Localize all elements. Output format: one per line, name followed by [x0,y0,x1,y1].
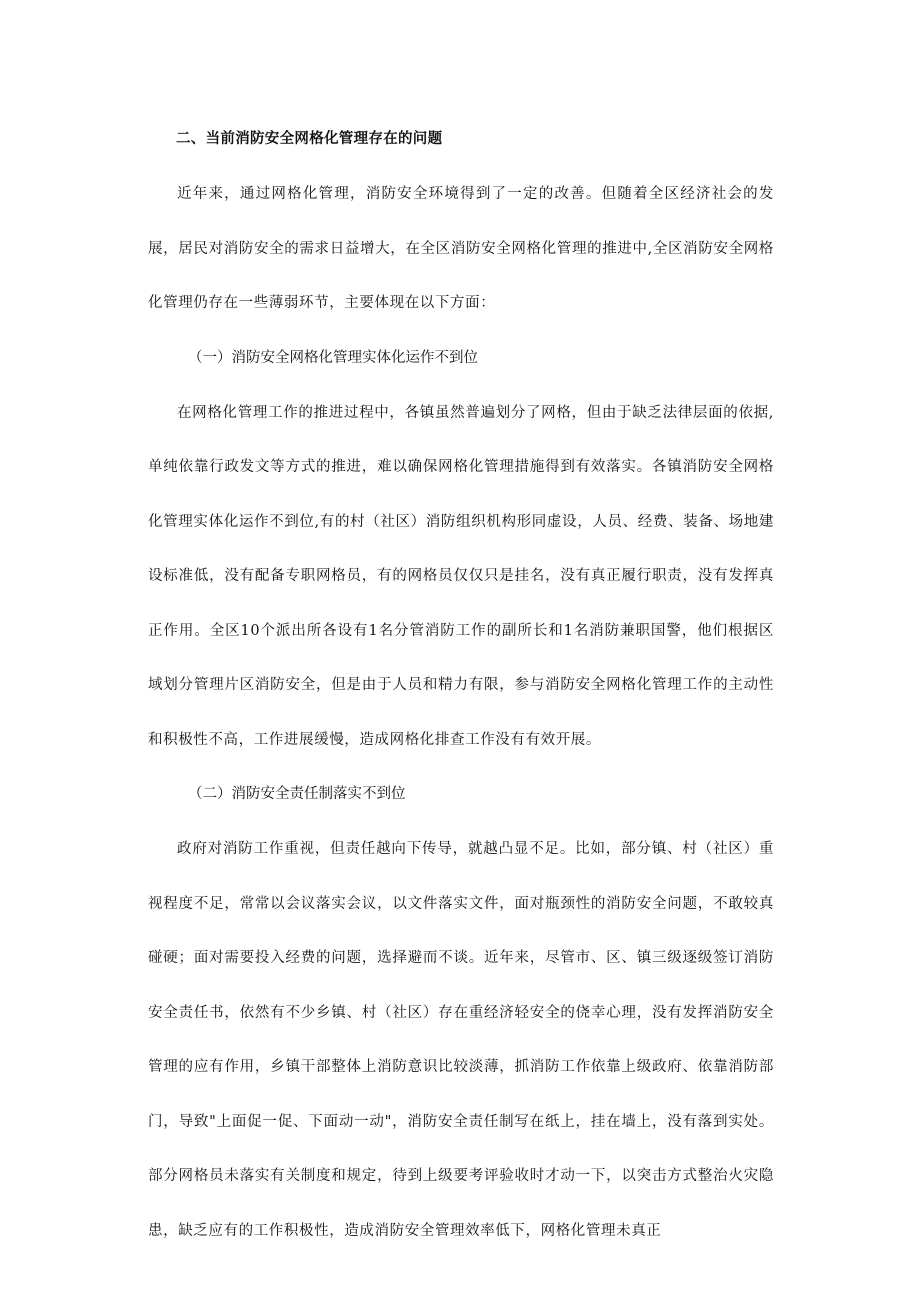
subsection-2-title: （二）消防安全责任制落实不到位 [188,786,406,802]
subsection-1-paragraph: 在网格化管理工作的推进过程中，各镇虽然普遍划分了网格，但由于缺乏法律层面的依据,单纯依靠行政发文等方式的推进，难以确保网格化管理措施得到有效落实。各镇消防安全网格化管理实体化运作不到位,有的村（社区）消防组织机构形同虚设，人员、经费、装备、场地建设标准低，没有配备专职网格员，有的网格员仅仅只是挂名，没有真正履行职责，没有发挥真正作用。全区10个派出所各设有1名分管消防工作的副所长和1名消防兼职国警，他们根据区域划分管理片区消防安全，但是由于人员和精力有限，参与消防安全网格化管理工作的主动性和积极性不高，工作进展缓慢，造成网格化排查工作没有有效开展。 [148,404,774,748]
section-title: 二、当前消防安全网格化管理存在的问题 [176,131,443,147]
subsection-2-paragraph: 政府对消防工作重视，但责任越向下传导，就越凸显不足。比如，部分镇、村（社区）重视程度不足，常常以会议落实会议，以文件落实文件，面对瓶颈性的消防安全问题，不敢较真碰硬；面对需要投入经费的问题，选择避而不谈。近年来，尽管市、区、镇三级逐级签订消防安全责任书，依然有不少乡镇、村（社区）存在重经济轻安全的侥幸心理，没有发挥消防安全管理的应有作用，乡镇干部整体上消防意识比较淡薄，抓消防工作依靠上级政府、依靠消防部门，导致"上面促一促、下面动一动"，消防安全责任制写在纸上，挂在墙上，没有落到实处。部分网格员未落实有关制度和规定，待到上级要考评验收时才动一下，以突击方式整治火灾隐患，缺乏应有的工作积极性，造成消防安全管理效率低下，网格化管理未真正 [148,841,774,1239]
subsection-1-title: （一）消防安全网格化管理实体化运作不到位 [188,349,478,366]
document-page [148,112,774,1258]
intro-paragraph: 近年来，通过网格化管理，消防安全环境得到了一定的改善。但随着全区经济社会的发展，居民对消防安全的需求日益增大，在全区消防安全网格化管理的推进中,全区消防安全网格化管理仍存在一些薄弱环节，主要体现在以下方面： [148,186,774,311]
